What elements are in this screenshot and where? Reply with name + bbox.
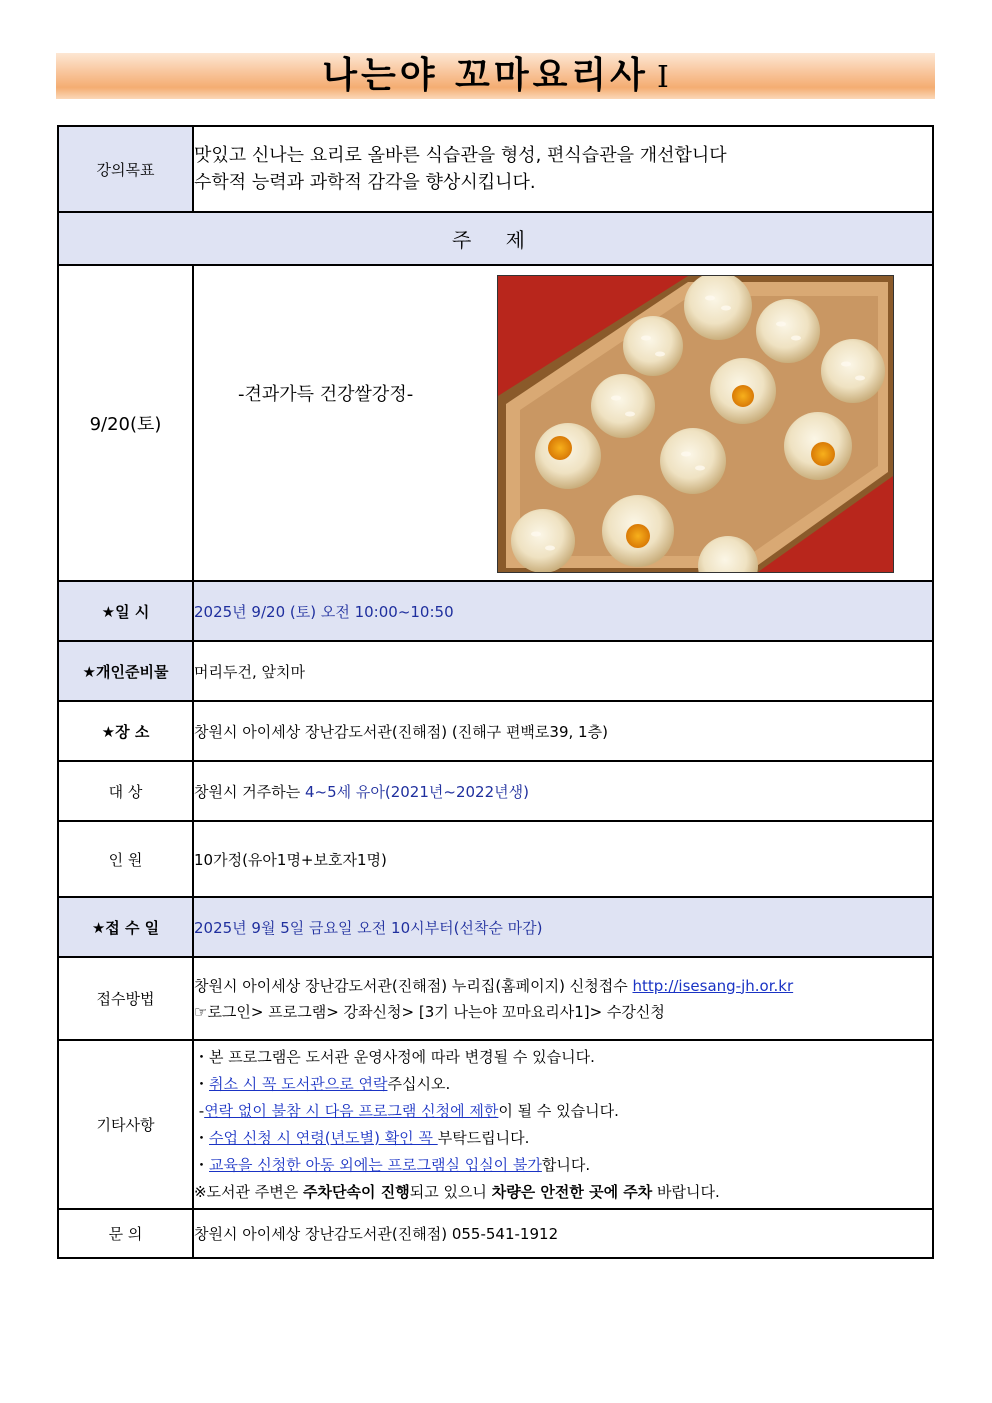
title-numeral: Ⅰ xyxy=(656,60,669,95)
target-row xyxy=(58,761,933,821)
supplies-label: ★개인준비물 xyxy=(58,641,193,701)
misc-line-1: ・본 프로그램은 도서관 운영사정에 따라 변경될 수 있습니다. xyxy=(194,1047,595,1066)
dash: - xyxy=(194,1101,205,1120)
rice-ball-7 xyxy=(591,374,655,438)
topic-header-row xyxy=(58,212,933,265)
supplies-value: 머리두건, 앞치마 xyxy=(193,641,933,701)
rice-puff-balls-photo xyxy=(497,275,894,573)
contact-row xyxy=(58,1209,933,1258)
rice-ball-5 xyxy=(710,358,776,424)
misc-line-2-rest: 주십시오. xyxy=(387,1074,451,1093)
target-prefix: 창원시 거주하는 xyxy=(194,782,305,801)
program-info-table xyxy=(57,125,934,1259)
misc-value xyxy=(193,1040,933,1209)
contact-label: 문 의 xyxy=(58,1209,193,1258)
capacity-row xyxy=(58,821,933,897)
food-illustration xyxy=(498,276,893,572)
title-banner xyxy=(56,53,935,99)
parking-d: 차량은 안전한 곳에 주차 xyxy=(491,1182,653,1201)
misc-line-6 xyxy=(194,1179,932,1206)
contact-value: 창원시 아이세상 장난감도서관(진해점) 055-541-1912 xyxy=(193,1209,933,1258)
goal-row xyxy=(58,126,933,212)
rice-ball-8 xyxy=(660,428,726,494)
place-row xyxy=(58,701,933,761)
reg-method-line1: 창원시 아이세상 장난감도서관(진해점) 누리집(홈페이지) 신청접수 xyxy=(194,976,633,995)
bullet: ・ xyxy=(194,1155,210,1174)
capacity-value: 10가정(유아1명+보호자1명) xyxy=(193,821,933,897)
parking-c: 되고 있으니 xyxy=(409,1182,492,1201)
reg-method-row xyxy=(58,957,933,1040)
parking-a: ※도서관 주변은 xyxy=(194,1182,304,1201)
parking-e: 바랍니다. xyxy=(652,1182,720,1201)
reg-method-value xyxy=(193,957,933,1040)
schedule-value: 2025년 9/20 (토) 오전 10:00~10:50 xyxy=(193,581,933,641)
schedule-row xyxy=(58,581,933,641)
target-label: 대 상 xyxy=(58,761,193,821)
reg-date-label: ★접 수 일 xyxy=(58,897,193,957)
supplies-row xyxy=(58,641,933,701)
rice-ball-4 xyxy=(623,316,683,376)
rice-ball-3 xyxy=(821,339,885,403)
rice-ball-11 xyxy=(511,509,575,572)
page-title: 나는야 꼬마요리사 xyxy=(322,55,649,96)
goal-line-1: 맛있고 신나는 요리로 올바른 식습관을 형성, 편식습관을 개선합니다 xyxy=(194,145,727,166)
misc-row xyxy=(58,1040,933,1209)
misc-line-5-emphasis: 교육을 신청한 아동 외에는 프로그램실 입실이 불가 xyxy=(209,1155,542,1174)
target-value xyxy=(193,761,933,821)
topic-header: 주 제 xyxy=(58,212,933,265)
bullet: ・ xyxy=(194,1074,210,1093)
place-value: 창원시 아이세상 장난감도서관(진해점) (진해구 편백로39, 1층) xyxy=(193,701,933,761)
rice-ball-9 xyxy=(535,423,601,489)
misc-line-3-rest: 이 될 수 있습니다. xyxy=(498,1101,619,1120)
session-content xyxy=(193,265,933,581)
schedule-label: ★일 시 xyxy=(58,581,193,641)
place-label: ★장 소 xyxy=(58,701,193,761)
misc-line-5 xyxy=(194,1152,932,1179)
homepage-link[interactable]: http://isesang-jh.or.kr xyxy=(632,976,794,995)
menu-title: -견과가득 건강쌀강정- xyxy=(238,384,414,405)
misc-line-5-rest: 합니다. xyxy=(541,1155,591,1174)
target-age: 4~5세 유아(2021년~2022년생) xyxy=(304,782,529,801)
session-row xyxy=(58,265,933,581)
goal-line-2: 수학적 능력과 과학적 감각을 향상시킵니다. xyxy=(194,172,536,193)
reg-date-row xyxy=(58,897,933,957)
reg-method-label: 접수방법 xyxy=(58,957,193,1040)
session-date: 9/20(토) xyxy=(58,265,193,581)
misc-line-2 xyxy=(194,1071,932,1098)
rice-ball-2 xyxy=(756,299,820,363)
parking-b: 주차단속이 진행 xyxy=(303,1182,410,1201)
misc-label: 기타사항 xyxy=(58,1040,193,1209)
misc-line-4-rest: 부탁드립니다. xyxy=(437,1128,530,1147)
bullet: ・ xyxy=(194,1128,210,1147)
rice-ball-10 xyxy=(602,495,674,567)
goal-value xyxy=(193,126,933,212)
misc-line-2-emphasis: 취소 시 꼭 도서관으로 연락 xyxy=(209,1074,388,1093)
misc-line-3 xyxy=(194,1098,932,1125)
goal-label: 강의목표 xyxy=(58,126,193,212)
rice-ball-6 xyxy=(784,412,852,480)
reg-date-value: 2025년 9월 5일 금요일 오전 10시부터(선착순 마감) xyxy=(193,897,933,957)
reg-method-line2: ☞로그인> 프로그램> 강좌신청> [3기 나는야 꼬마요리사1]> 수강신청 xyxy=(194,1002,665,1021)
misc-line-4 xyxy=(194,1125,932,1152)
misc-line-4-emphasis: 수업 신청 시 연령(년도별) 확인 꼭 xyxy=(209,1128,438,1147)
misc-line-3-emphasis: 연락 없이 불참 시 다음 프로그램 신청에 제한 xyxy=(204,1101,499,1120)
capacity-label: 인 원 xyxy=(58,821,193,897)
